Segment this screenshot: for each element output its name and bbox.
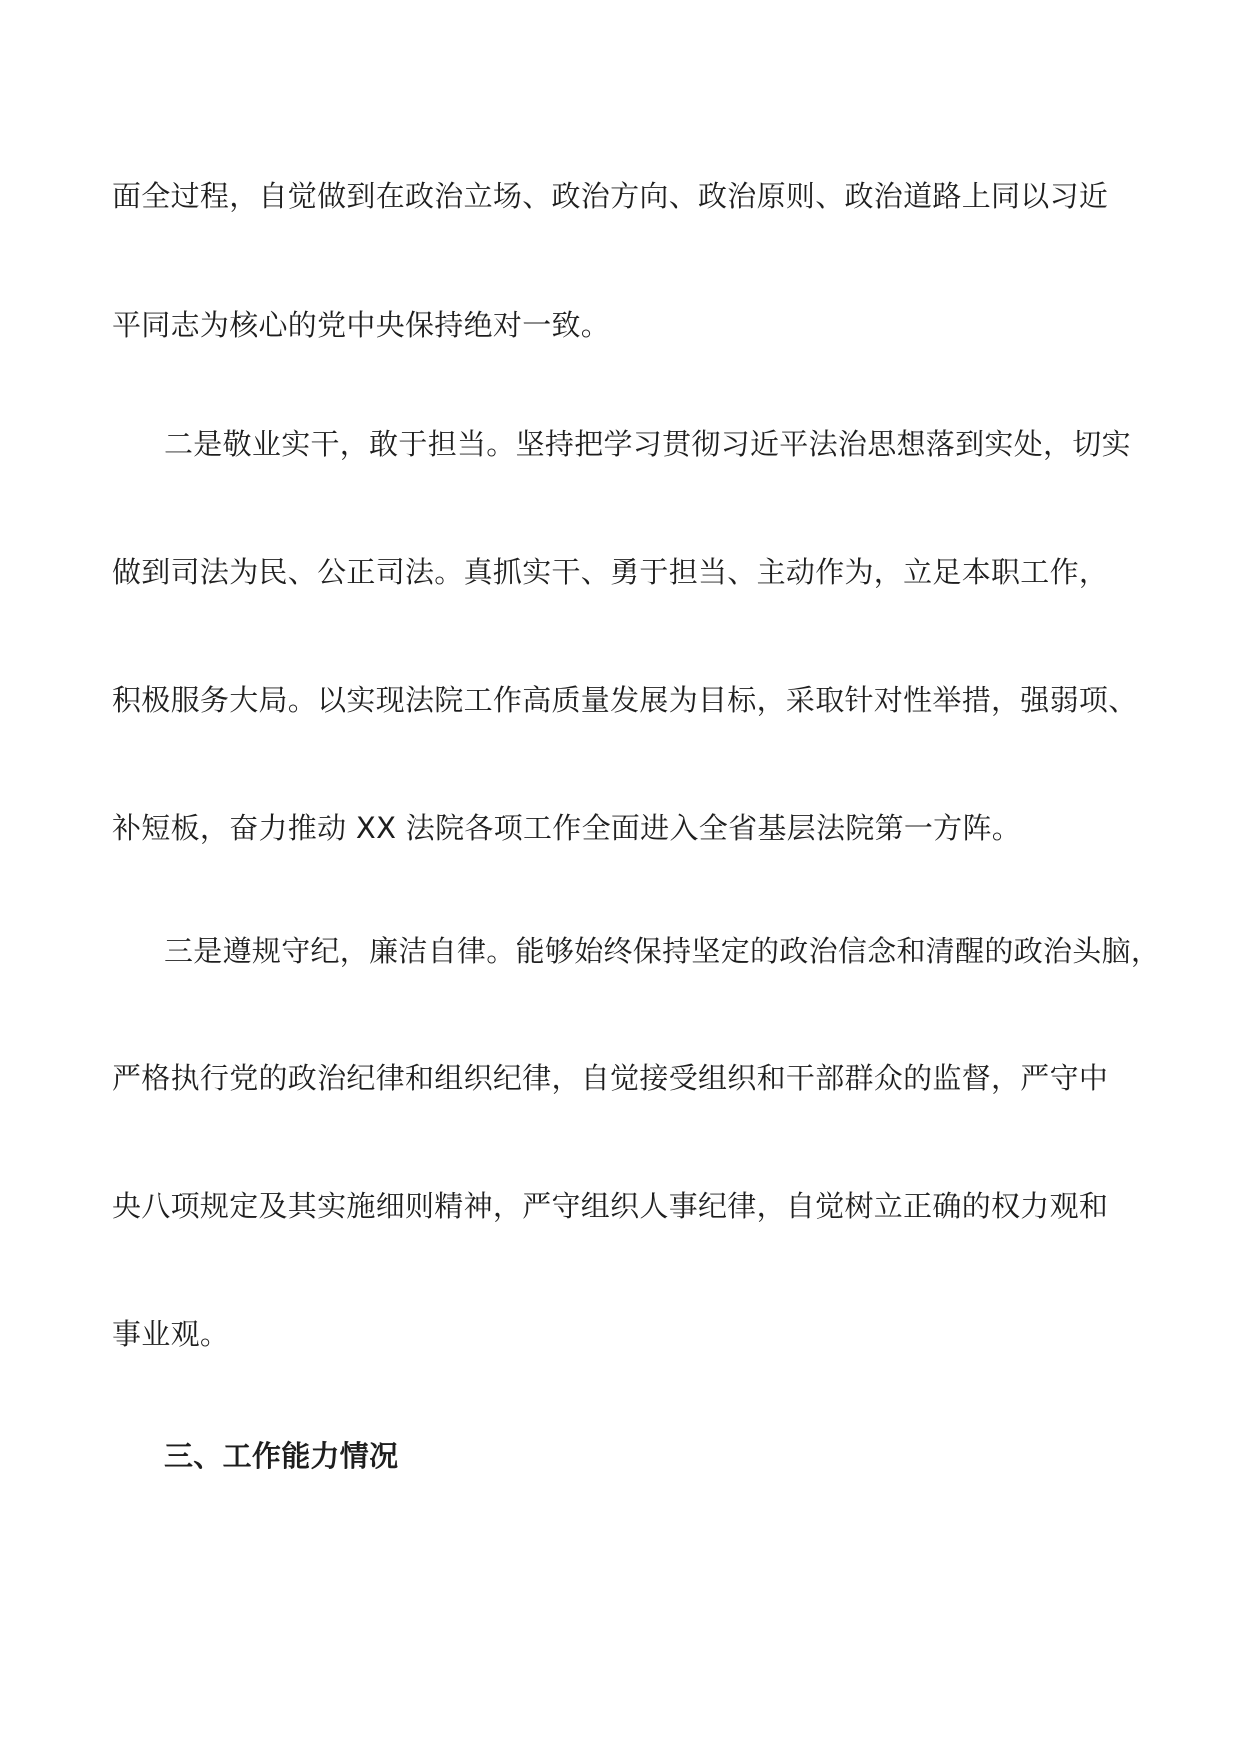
paragraph-line: 事业观。 <box>112 1317 230 1351</box>
paragraph-line: 面全过程，自觉做到在政治立场、政治方向、政治原则、政治道路上同以习近 <box>112 179 1109 213</box>
section-heading: 三、工作能力情况 <box>164 1439 399 1473</box>
paragraph-line: 二是敬业实干，敢于担当。坚持把学习贯彻习近平法治思想落到实处，切实 <box>164 427 1131 461</box>
paragraph-line: 补短板，奋力推动 XX 法院各项工作全面进入全省基层法院第一方阵。 <box>112 811 1022 845</box>
paragraph-line: 三是遵规守纪，廉洁自律。能够始终保持坚定的政治信念和清醒的政治头脑， <box>164 934 1161 968</box>
paragraph-line: 平同志为核心的党中央保持绝对一致。 <box>112 308 611 342</box>
paragraph-line: 严格执行党的政治纪律和组织纪律，自觉接受组织和干部群众的监督，严守中 <box>112 1061 1109 1095</box>
paragraph-line: 积极服务大局。以实现法院工作高质量发展为目标，采取针对性举措，强弱项、 <box>112 683 1138 717</box>
paragraph-line: 央八项规定及其实施细则精神，严守组织人事纪律，自觉树立正确的权力观和 <box>112 1189 1109 1223</box>
paragraph-line: 做到司法为民、公正司法。真抓实干、勇于担当、主动作为，立足本职工作， <box>112 555 1109 589</box>
